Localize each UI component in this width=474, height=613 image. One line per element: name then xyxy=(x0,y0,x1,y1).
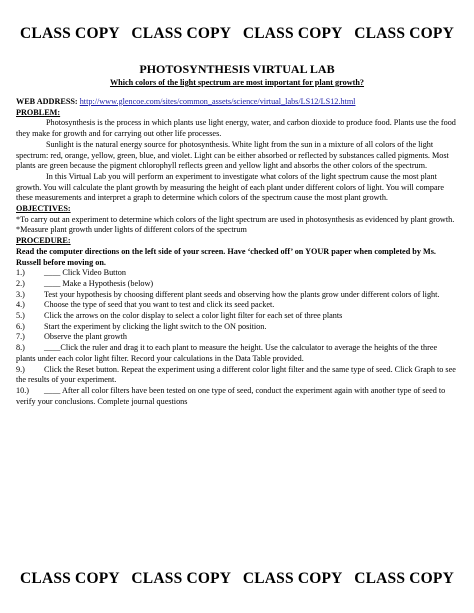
web-address-link[interactable]: http://www.glencoe.com/sites/common_assets/science/virtual_labs/LS12/LS12.html xyxy=(79,97,356,106)
procedure-step: 3.) Test your hypothesis by choosing different plant seeds and observing how the plants grow under different colors of light. xyxy=(16,289,440,299)
lab-title: PHOTOSYNTHESIS VIRTUAL LAB xyxy=(139,62,335,76)
web-address-line xyxy=(16,97,458,108)
procedure-step: 9.) Click the Reset button. Repeat the experiment using a different color light filter and the same type of seed. Click Graph to see the results of your experiment. xyxy=(16,364,456,385)
problem-paragraph-2: Sunlight is the natural energy source for photosynthesis. White light from the sun in a mixture of all colors of the light spectrum: red, orange, yellow, green, blue, and violet. Light can be either absorbed or reflected by substances called pigments. Most plants are green because the pigment chlorophyll reflects green and yellow light and absorbs the other colors of the spectrum. xyxy=(16,139,449,171)
procedure-step: 8.) ____Click the ruler and drag it to each plant to measure the height. Use the calculator to average the heights of the three plants under each color light filter. Record your calculations in the Data Table provided. xyxy=(16,343,438,363)
worksheet-body xyxy=(16,97,458,407)
procedure-step: 7.) Observe the plant growth xyxy=(16,332,127,342)
procedure-step: 5.) Click the arrows on the color display to select a color light filter for each set of three plants xyxy=(16,311,343,321)
class-copy-banner-bottom: CLASS COPY CLASS COPY CLASS COPY CLASS COPY xyxy=(20,570,454,587)
procedure-step: 2.) ____ Make a Hypothesis (below) xyxy=(16,278,154,288)
objective-item-2: *Measure plant growth under lights of different colors of the spectrum xyxy=(16,225,247,235)
procedure-steps xyxy=(16,268,458,407)
procedure-step: 4.) Choose the type of seed that you want to test and click its seed packet. xyxy=(16,300,275,310)
lab-question: Which colors of the light spectrum are most important for plant growth? xyxy=(109,78,365,87)
problem-paragraph-3: In this Virtual Lab you will perform an experiment to investigate what colors of the light spectrum cause the most plant growth. You will calculate the plant growth by measuring the height of each plant under different colors of light. You will compare these measurements and interpret a graph to determine which colors of the spectrum cause the most plant growth. xyxy=(16,171,445,203)
problem-heading: PROBLEM: xyxy=(16,107,61,117)
procedure-heading: PROCEDURE: xyxy=(16,236,71,246)
procedure-step: 10.) ____ After all color filters have been tested on one type of seed, conduct the experiment again with another type of seed to verify your conclusions. Complete journal questions xyxy=(16,385,446,406)
procedure-intro: Read the computer directions on the left side of your screen. Have ‘checked off’ on YOUR paper when completed by Ms. Russell before moving on. xyxy=(16,246,436,267)
objectives-heading: OBJECTIVES: xyxy=(16,204,71,214)
web-address-label: WEB ADDRESS: xyxy=(16,97,78,106)
objective-item-1: *To carry out an experiment to determine which colors of the light spectrum are used in photosynthesis as evidenced by plant growth. xyxy=(16,214,455,224)
procedure-step: 1.) ____ Click Video Button xyxy=(16,268,126,278)
class-copy-banner-top: CLASS COPY CLASS COPY CLASS COPY CLASS COPY xyxy=(20,25,454,42)
problem-paragraph-1: Photosynthesis is the process in which plants use light energy, water, and carbon dioxide to produce food. Plants use the food they make for growth and for carrying out other life processes. xyxy=(16,118,456,139)
procedure-step: 6.) Start the experiment by clicking the light switch to the ON position. xyxy=(16,321,267,331)
